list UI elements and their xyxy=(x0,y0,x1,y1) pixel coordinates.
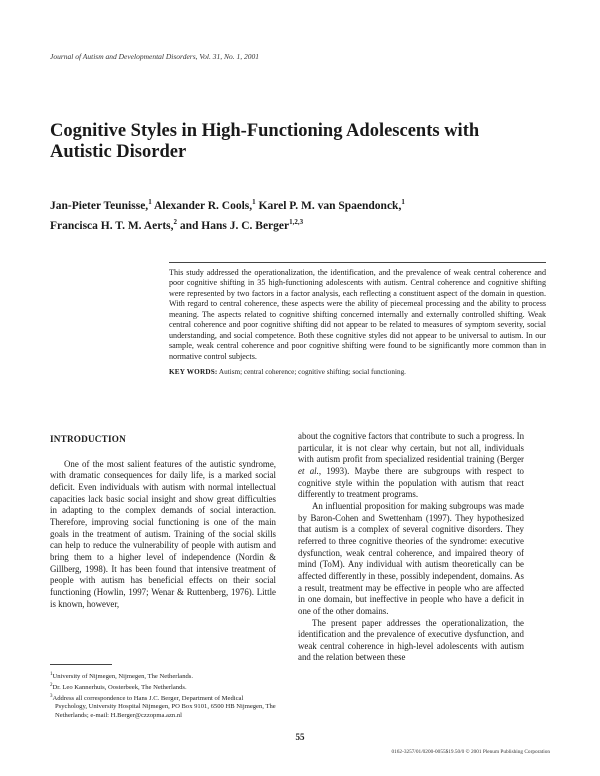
keywords xyxy=(169,367,546,377)
body-paragraph: One of the most salient features of the autistic syndrome, with dramatic consequences for daily life, is a marked social deficit. Even individuals with autism with normal intellectual capacities lack basic social insight and show great difficulties in adapting to the complex demands of social interaction. Therefore, improving social functioning is one of the main goals in the treatment of autism. Training of the social skills can help to reduce the vulnerability of people with autism and bring them to a higher level of independence (Nordin & Gillberg, 1998). It has been found that intensive treatment of people with autism has beneficial effects on their social functioning (Howlin, 1997; Wenar & Ruttenberg, 1976). Little is known, however, xyxy=(50,458,276,609)
body-paragraph: The present paper addresses the operationalization, the identification and the prevalence of executive dysfunction, and weak central coherence in high-level adolescents with autism and the relation between these xyxy=(298,617,524,663)
author-name: Alexander R. Cools, xyxy=(153,199,253,212)
article-title xyxy=(50,121,550,163)
footnote-mark: 3 xyxy=(50,693,53,699)
keywords-text: Autism; central coherence; cognitive shifting; social functioning. xyxy=(217,368,406,377)
title-line-1: Cognitive Styles in High-Functioning Adolescents with xyxy=(50,121,480,141)
footnote-divider xyxy=(50,664,112,665)
text-run: 1993). Maybe there are subgroups with respect to cognitive style within the population with autism that react differently to treatment programs. xyxy=(298,465,524,500)
author-name: Francisca H. T. M. Aerts, xyxy=(50,219,174,232)
section-heading-introduction: INTRODUCTION xyxy=(50,434,126,444)
footnote-text: University of Nijmegen, Nijmegen, The Netherlands. xyxy=(52,673,194,681)
author-affiliation-mark: 1 xyxy=(148,198,152,206)
text-run: about the cognitive factors that contribute to such a progress. In particular, it is not clear why certain, but not all, individuals with autism profit from specialized residential training (Berger xyxy=(298,431,525,465)
footnotes xyxy=(50,671,276,721)
author-name: Jan-Pieter Teunisse, xyxy=(50,199,149,212)
abstract-block xyxy=(169,262,546,378)
title-line-2: Autistic Disorder xyxy=(50,142,187,162)
copyright-line: 0162-3257/01/0200-0055$19.50/0 © 2001 Plenum Publishing Corporation xyxy=(391,749,550,755)
footnote-mark: 1 xyxy=(50,672,53,677)
footnote xyxy=(50,693,276,721)
footnote xyxy=(50,671,276,682)
journal-citation: Journal of Autism and Developmental Disorders, Vol. 31, No. 1, 2001 xyxy=(50,52,259,61)
keywords-label: KEY WORDS: xyxy=(169,368,218,377)
right-column xyxy=(298,431,524,664)
author-affiliation-mark: 1 xyxy=(252,198,256,206)
footnote-mark: 2 xyxy=(50,682,53,688)
author-affiliation-mark: 2 xyxy=(173,217,177,226)
author-affiliation-mark: 1 xyxy=(401,198,405,206)
abstract-text: This study addressed the operationalization, the identification, and the prevalence of weak central coherence and poor cognitive shifting in 35 high-functioning adolescents with autism. Central coherence and cognitive shifting were represented by two factors in a factor analysis, each reflecting a constituent aspect of the domain in question. With regard to central coherence, these aspects were the ability of piecemeal processing and the ability to process meaning. The aspects related to cognitive shifting concerned internally and externally controlled shifting. Weak central coherence and poor cognitive shifting did not appear to be related to measures of symptom severity, social understanding, and social competence. Both these cognitive styles did not appear to be universal to autism. In our sample, weak central coherence and poor cognitive shifting were found to be significantly more common than in normative control subjects. xyxy=(169,268,546,361)
footnote-text: Address all correspondence to Hans J.C. Berger, Department of Medical Psychology, University Hospital Nijmegen, PO Box 9101, 6500 HB Nijmegen, The Netherlands; e-mail: H.Berger@czzopma.azn.nl xyxy=(52,694,276,719)
footnote-text: Dr. Leo Kannerhuis, Oosterbeek, The Netherlands. xyxy=(52,683,187,691)
author-name: and Hans J. C. Berger xyxy=(179,219,290,232)
author-name: Karel P. M. van Spaendonck, xyxy=(258,199,402,212)
author-affiliation-mark: 1,2,3 xyxy=(289,217,304,226)
body-paragraph xyxy=(298,431,524,501)
author-list xyxy=(50,194,550,234)
left-column xyxy=(50,431,276,610)
footnote xyxy=(50,682,276,693)
body-paragraph: An influential proposition for making subgroups was made by Baron-Cohen and Swettenham (1997). They hypothesized that autism is a complex of several cognitive disorders. They referred to three cognitive theories of the syndrome: executive dysfunction, weak central coherence, and impaired theory of mind (ToM). Any individual with autism theoretically can be affected differently in these, possibly independent, domains. As a result, treatment may be effective in people who are affected in one domain, but ineffective in people who have a deficit in one of the other domains. xyxy=(298,500,524,616)
citation-et-al: et al., xyxy=(298,465,322,476)
page-number: 55 xyxy=(295,732,305,742)
